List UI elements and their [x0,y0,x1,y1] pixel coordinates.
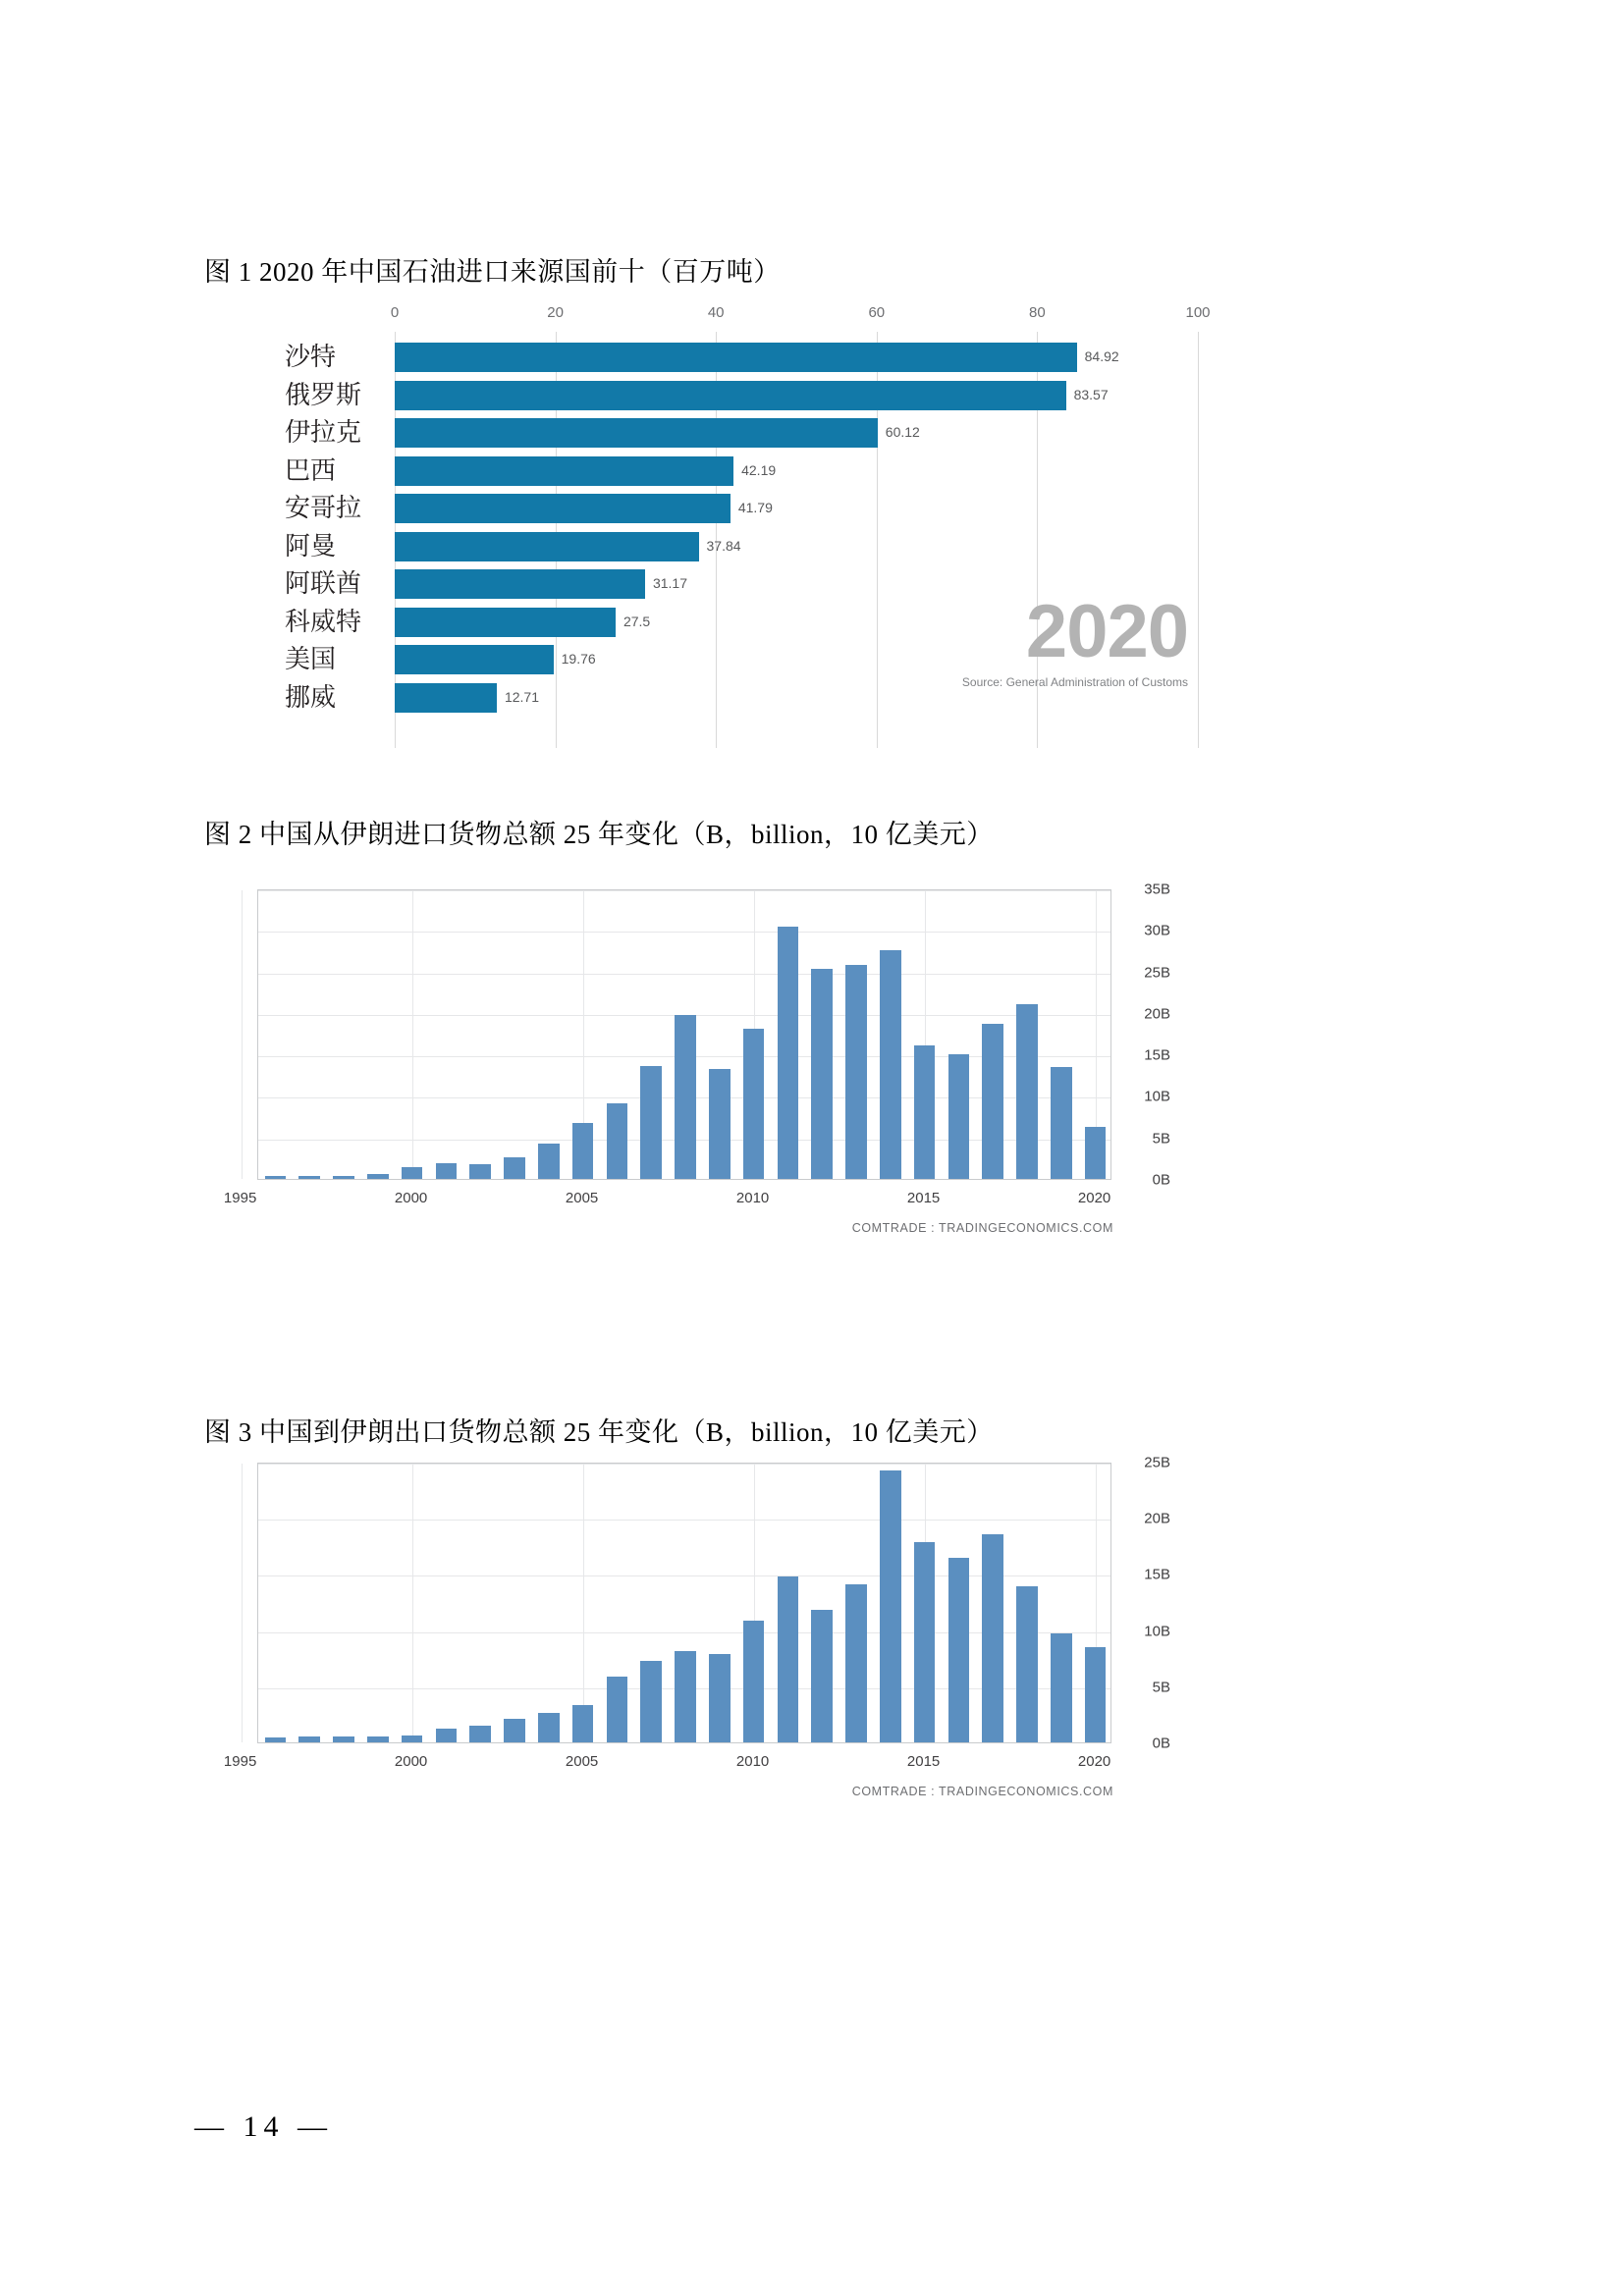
fig2-x-tick-label: 2000 [394,1190,428,1206]
figure-1-bar [395,532,699,561]
figure-1-bar [395,456,733,486]
figure-1-bar [395,494,731,523]
figure-2-credit: COMTRADE : TRADINGECONOMICS.COM [851,1221,1113,1235]
figure-1-bar-value-label: 60.12 [885,424,920,440]
fig3-x-tick-label: 1995 [223,1753,257,1770]
fig3-bar [778,1576,799,1742]
fig2-bar [880,950,901,1179]
figure-3-bars [258,1464,1110,1742]
fig3-bar [607,1677,628,1742]
figure-1-bar-value-label: 31.17 [652,575,688,591]
fig2-y-tick-label: 5B [1152,1130,1170,1148]
fig2-bar [298,1176,320,1179]
figure-1-bar [395,608,616,637]
figure-1-year-annotation: 2020 [1025,590,1188,673]
fig2-bar [402,1167,423,1179]
fig2-bar [1085,1127,1107,1179]
fig3-bar [298,1736,320,1742]
fig3-bar [1016,1586,1038,1742]
fig2-y-tick-label: 15B [1144,1046,1170,1064]
figure-3-chart [223,1454,1170,1798]
figure-1-bar-row [395,490,1198,528]
figure-2-caption: 图 2 中国从伊朗进口货物总额 25 年变化（B，billion，10 亿美元） [204,820,994,849]
fig2-bar [469,1164,491,1179]
fig2-bar [640,1066,662,1179]
figure-1-bar-value-label: 37.84 [706,537,741,554]
figure-1-category-label: 阿曼 [285,531,337,561]
fig2-bar [572,1123,594,1179]
fig3-bar [1085,1647,1107,1742]
fig3-bar [880,1470,901,1742]
figure-1-x-tick-label: 20 [547,304,564,321]
fig3-gridline-vertical [242,1464,243,1742]
fig2-gridline-horizontal [258,932,1110,933]
fig3-bar [436,1729,458,1742]
fig2-gridline-horizontal [258,974,1110,975]
fig3-x-tick-label: 2015 [906,1753,941,1770]
fig3-y-tick-label: 5B [1152,1679,1170,1696]
figure-1-bar-value-label: 27.5 [623,613,651,629]
figure-3-plot-area [257,1463,1111,1743]
fig3-bar [982,1534,1003,1742]
figure-1-category-label: 沙特 [285,343,337,371]
figure-1-category-label: 俄罗斯 [285,380,362,409]
fig3-bar [367,1736,389,1742]
figure-1-x-tick-label: 0 [390,304,400,321]
figure-1-bar-value-label: 84.92 [1084,348,1119,364]
fig3-bar [914,1542,936,1742]
fig2-y-tick-label: 25B [1144,964,1170,982]
figure-1-category-label: 阿联酋 [285,569,362,598]
fig3-gridline-vertical [412,1464,413,1742]
figure-1-bar-value-label: 12.71 [504,688,539,705]
fig3-y-tick-label: 0B [1152,1735,1170,1752]
figure-1-category-label: 美国 [285,645,337,673]
fig3-bar [333,1736,354,1742]
fig3-bar [709,1654,731,1742]
figure-1-category-labels [285,339,391,717]
fig2-gridline-horizontal [258,890,1110,891]
fig3-bar [1051,1633,1072,1742]
figure-1-source-note: Source: General Administration of Customs [961,675,1188,689]
fig2-x-tick-label: 2005 [565,1190,599,1206]
figure-1-category-label: 巴西 [285,455,337,485]
fig3-gridline-horizontal [258,1520,1110,1521]
figure-1-plot-area [390,304,1211,775]
figure-1-bar [395,418,878,448]
fig2-x-tick-label: 1995 [223,1190,257,1206]
figure-2-plot-area [257,889,1111,1180]
fig2-bar [982,1024,1003,1179]
figure-1-x-tick-label: 100 [1185,304,1211,321]
figure-1-bar-value-label: 41.79 [737,500,773,515]
fig2-bar [367,1174,389,1179]
fig3-y-tick-label: 10B [1144,1623,1170,1640]
figure-1-bar [395,343,1077,372]
figure-1-x-tick-label: 60 [868,304,886,321]
fig2-bar [538,1144,560,1179]
fig2-bar [265,1176,287,1179]
figure-3-caption: 图 3 中国到伊朗出口货物总额 25 年变化（B，billion，10 亿美元） [204,1417,994,1447]
figure-1-bar-row [395,528,1198,566]
fig2-bar [1051,1067,1072,1179]
figure-1-bar [395,381,1066,410]
fig3-bar [265,1737,287,1742]
figure-1-x-tick-label: 80 [1029,304,1046,321]
fig3-y-tick-label: 20B [1144,1510,1170,1527]
fig3-bar [469,1726,491,1742]
fig2-bar [1016,1004,1038,1179]
fig2-bar [675,1015,696,1179]
figure-1-gridline [1198,332,1199,748]
figure-1-bar [395,683,497,713]
figure-2-bars [258,890,1110,1179]
fig3-bar [811,1610,833,1742]
fig2-bar [504,1157,525,1179]
fig2-bar [743,1029,765,1179]
fig2-y-tick-label: 35B [1144,881,1170,898]
fig3-x-tick-label: 2020 [1077,1753,1111,1770]
figure-1-bar-row [395,339,1198,377]
fig3-bar [504,1719,525,1742]
fig2-gridline-vertical [412,890,413,1179]
fig3-y-tick-label: 15B [1144,1566,1170,1583]
figure-1-bar-value-label: 83.57 [1073,386,1109,402]
figure-1-bar [395,569,645,599]
fig2-y-tick-label: 10B [1144,1088,1170,1105]
figure-2-chart [223,881,1170,1235]
figure-1-bar-value-label: 42.19 [741,461,777,478]
fig3-bar [572,1705,594,1742]
fig3-gridline-vertical [583,1464,584,1742]
fig2-bar [436,1163,458,1179]
fig3-bar [538,1713,560,1742]
page-number: — 14 — [194,2110,333,2143]
fig2-bar [811,969,833,1179]
fig2-bar [914,1045,936,1179]
fig2-bar [778,927,799,1179]
figure-1-x-axis [390,304,1211,332]
fig2-bar [845,965,867,1179]
fig2-bar [607,1103,628,1179]
figure-1-category-label: 科威特 [285,607,362,636]
fig3-y-tick-label: 25B [1144,1454,1170,1471]
figure-1-caption: 图 1 2020 年中国石油进口来源国前十（百万吨） [204,257,781,287]
fig3-gridline-horizontal [258,1464,1110,1465]
figure-1-bar-value-label: 19.76 [561,651,596,667]
fig3-bar [675,1651,696,1742]
fig3-bar [743,1621,765,1742]
fig3-x-tick-label: 2010 [735,1753,770,1770]
figure-3-credit: COMTRADE : TRADINGECONOMICS.COM [851,1785,1113,1798]
figure-1-bar-row [395,414,1198,453]
fig2-bar [333,1176,354,1179]
fig2-gridline-vertical [242,890,243,1179]
fig3-x-tick-label: 2000 [394,1753,428,1770]
fig2-x-tick-label: 2020 [1077,1190,1111,1206]
fig2-x-tick-label: 2010 [735,1190,770,1206]
fig2-y-tick-label: 0B [1152,1171,1170,1189]
fig3-bar [845,1584,867,1742]
fig3-bar [948,1558,970,1742]
fig3-bar [640,1661,662,1743]
figure-1-bar-row [395,453,1198,491]
figure-1-category-label: 安哥拉 [285,494,362,522]
figure-1-category-label: 挪威 [285,682,337,712]
fig3-bar [402,1735,423,1742]
fig2-y-tick-label: 20B [1144,1005,1170,1023]
figure-1-x-tick-label: 40 [707,304,725,321]
fig2-x-tick-label: 2015 [906,1190,941,1206]
fig3-x-tick-label: 2005 [565,1753,599,1770]
fig2-bar [709,1069,731,1179]
figure-1-bar [395,645,554,674]
figure-1-chart [285,304,1211,775]
figure-1-category-label: 伊拉克 [285,418,362,447]
fig2-y-tick-label: 30B [1144,922,1170,939]
figure-1-bar-row [395,377,1198,415]
fig2-bar [948,1054,970,1179]
